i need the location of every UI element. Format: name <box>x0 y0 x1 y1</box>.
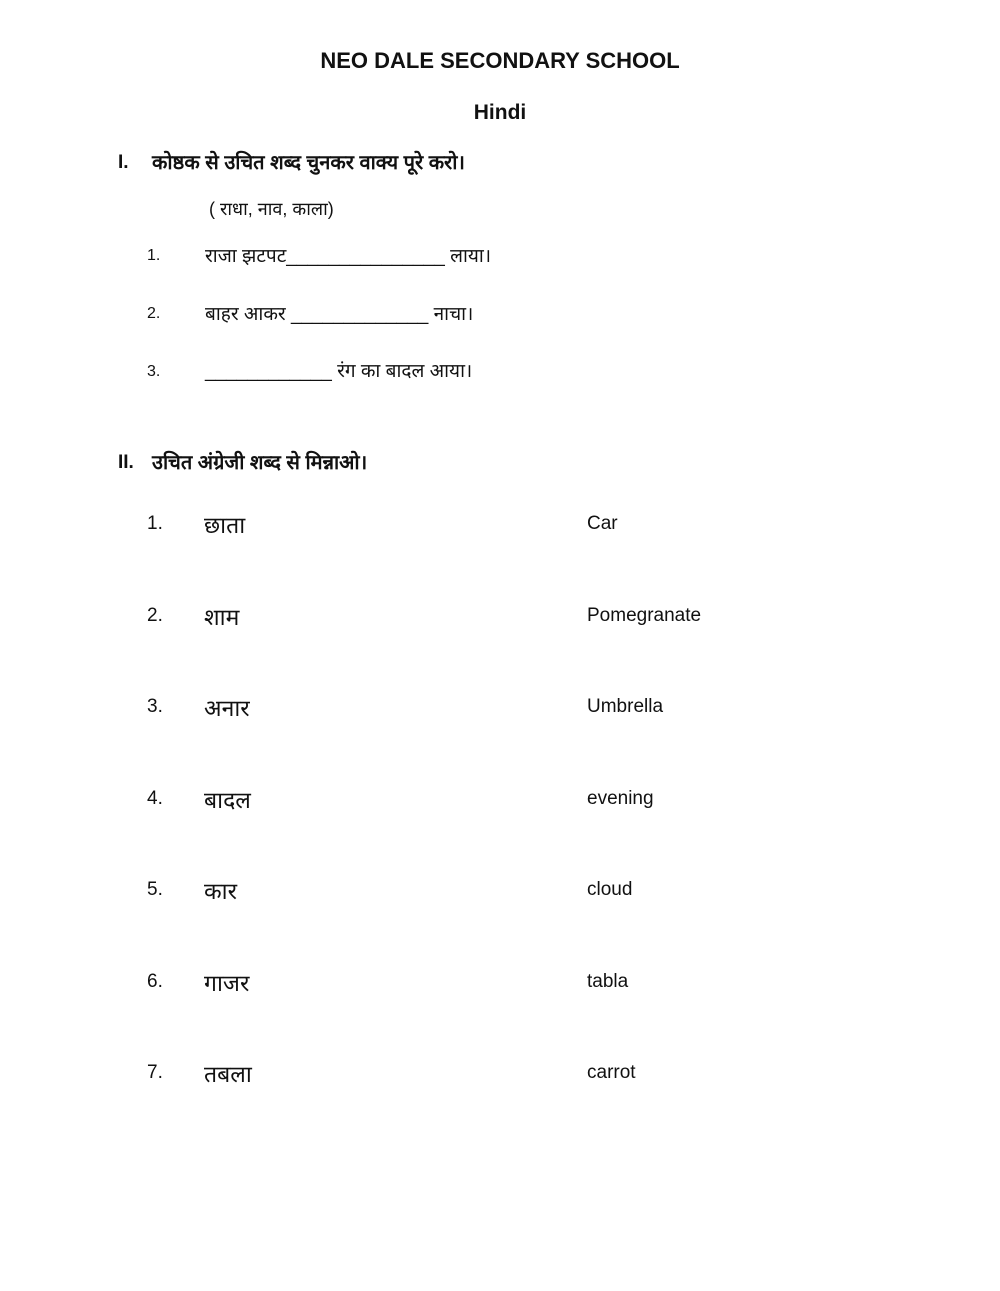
match-item-3-hindi: अनार <box>204 695 250 721</box>
fill-item-3-text: ____________ रंग का बादल आया। <box>205 361 473 382</box>
match-item-5-number: 5. <box>147 879 163 900</box>
match-item-4-number: 4. <box>147 788 163 809</box>
match-item-5-hindi: कार <box>204 878 238 904</box>
fill-item-3-number: 3. <box>147 363 161 380</box>
match-item-2-number: 2. <box>147 605 163 626</box>
match-item-7-english: carrot <box>587 1062 636 1083</box>
match-item-3-number: 3. <box>147 696 163 717</box>
fill-item-1-number: 1. <box>147 247 161 264</box>
fill-item-2-number: 2. <box>147 305 161 322</box>
match-item-6-number: 6. <box>147 971 163 992</box>
match-item-2-english: Pomegranate <box>587 605 702 626</box>
match-item-6-english: tabla <box>587 971 629 992</box>
section-2-instruction: उचित अंग्रेजी शब्द से मिन्नाओ। <box>152 452 368 474</box>
match-item-6-hindi: गाजर <box>204 970 250 996</box>
match-item-7-number: 7. <box>147 1062 163 1083</box>
match-item-1-english: Car <box>587 513 618 534</box>
match-item-1-hindi: छाता <box>204 512 246 538</box>
section-2-number: II. <box>118 452 134 473</box>
match-item-7-hindi: तबला <box>204 1061 252 1087</box>
match-item-4-hindi: बादल <box>204 787 251 813</box>
match-item-1-number: 1. <box>147 513 163 534</box>
match-item-3-english: Umbrella <box>587 696 664 717</box>
match-item-4-english: evening <box>587 788 654 809</box>
subject-title: Hindi <box>473 101 527 124</box>
match-item-2-hindi: शाम <box>204 604 240 630</box>
school-title: NEO DALE SECONDARY SCHOOL <box>320 48 680 73</box>
section-1-number: I. <box>118 152 129 173</box>
word-options: ( राधा, नाव, काला) <box>209 199 334 219</box>
section-1-instruction: कोष्ठक से उचित शब्द चुनकर वाक्य पूरे करो। <box>152 152 465 174</box>
fill-item-1-text: राजा झटपट_______________ लाया। <box>205 246 492 267</box>
match-item-5-english: cloud <box>587 879 633 900</box>
fill-item-2-text: बाहर आकर _____________ नाचा। <box>205 304 474 325</box>
